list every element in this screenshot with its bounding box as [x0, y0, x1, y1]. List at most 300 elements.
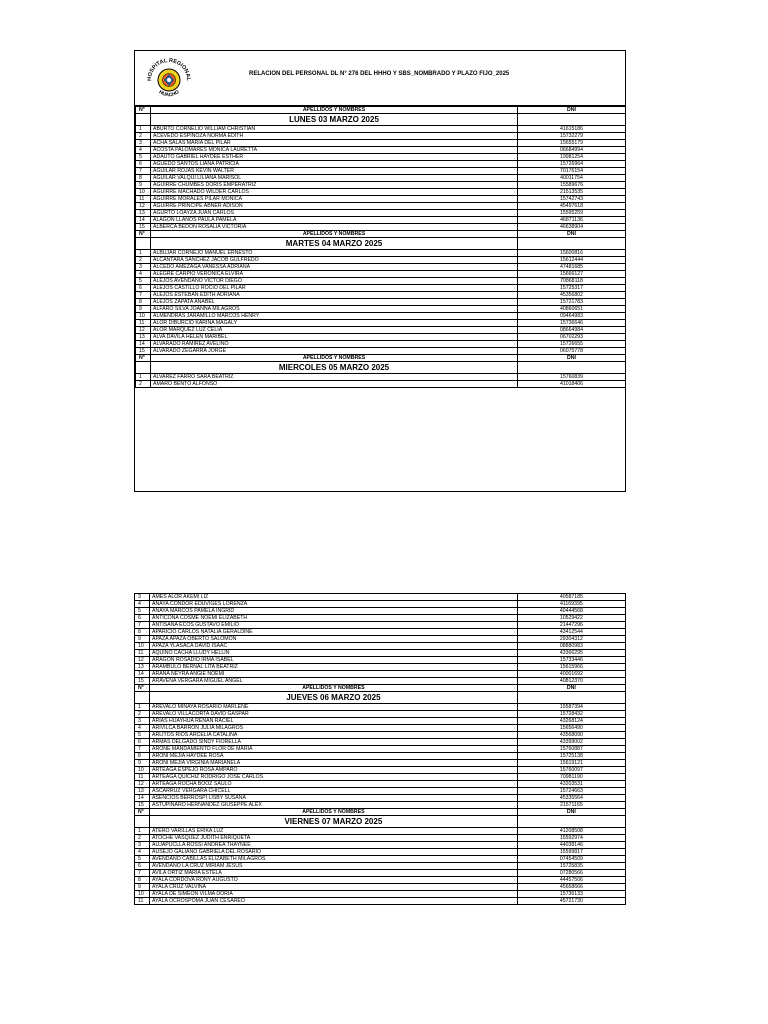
employee-dni: 07280566	[517, 870, 625, 877]
employee-name: ARIAS HUAYHUA RENAN RACIEL	[150, 718, 518, 725]
employee-dni: 45356802	[518, 292, 626, 299]
day-heading-spacer	[135, 692, 150, 704]
day-heading-row	[135, 692, 626, 704]
employee-name: ABURTO CORNELIO WILLIAM CHRISTIAN	[151, 126, 518, 133]
day-heading-row	[136, 362, 626, 374]
row-number: 9	[135, 884, 150, 891]
employee-name: AUSEJO GALIANO GABRIELA DEL ROSARIO	[150, 849, 518, 856]
employee-dni: 15666127	[518, 271, 626, 278]
employee-name: AGUIRRE CHUMBES DORIS EMPERATRIZ	[151, 182, 518, 189]
row-number: 2	[136, 257, 151, 264]
row-number: 1	[136, 374, 151, 381]
table-row	[135, 711, 626, 718]
employee-name: ANTICONA COSME NOEMI ELIZABETH	[150, 615, 518, 622]
employee-name: AVILA ORTIZ MARIA ESTELA	[150, 870, 518, 877]
table-row	[135, 863, 626, 870]
row-number: 4	[136, 271, 151, 278]
table-row	[136, 292, 626, 299]
column-header-num: N°	[136, 231, 151, 238]
row-number: 12	[135, 657, 150, 664]
employee-name: AQUINO CACHA LLUDY HELLIN	[150, 650, 518, 657]
employee-dni: 43203531	[517, 781, 625, 788]
employee-name: ARAMBULO BERNAL LITA BEATRIZ	[150, 664, 518, 671]
employee-name: AYALA OCROSPOMA JUAN CESAREO	[150, 898, 518, 905]
employee-dni: 21571165	[517, 802, 625, 809]
table-row	[135, 856, 626, 863]
day-heading-spacer	[136, 362, 151, 374]
row-number: 4	[135, 601, 150, 608]
employee-dni: 70981190	[517, 774, 625, 781]
table-row	[136, 264, 626, 271]
row-number: 15	[135, 678, 150, 685]
employee-dni: 41208508	[517, 828, 625, 835]
row-number: 2	[135, 711, 150, 718]
employee-name: ARONI MEJIA HAYDEE ROSA	[150, 753, 518, 760]
employee-dni: 46638904	[518, 224, 626, 231]
employee-name: ASCARRUZ VERGARA CHICELL	[150, 788, 518, 795]
day-heading-row	[136, 238, 626, 250]
row-number: 3	[135, 718, 150, 725]
table-row	[136, 217, 626, 224]
employee-dni: 06684994	[518, 147, 626, 154]
employee-name: ALEGRE CARPIO VERONICA ELVIRA	[151, 271, 518, 278]
employee-name: ACEVEDO ESPINOZA NORMA EDITH	[151, 133, 518, 140]
table-row	[136, 320, 626, 327]
employee-name: AGUIRRE MACHADO WILDER CARLOS	[151, 189, 518, 196]
row-number: 9	[136, 306, 151, 313]
row-number: 11	[136, 320, 151, 327]
employee-name: AGUEDO SANTOS LIANA PATRICIA	[151, 161, 518, 168]
row-number: 5	[136, 278, 151, 285]
day-heading-spacer	[518, 114, 626, 126]
employee-name: ALEJOS ESTEBAN EDITH ADRIANA	[151, 292, 518, 299]
row-number: 12	[136, 203, 151, 210]
employee-dni: 15655179	[518, 140, 626, 147]
employee-name: ARAVEÑA VERGARA MIGUEL ANGEL	[150, 678, 518, 685]
table-row	[136, 250, 626, 257]
row-number: 7	[135, 870, 150, 877]
table-row	[135, 884, 626, 891]
column-header-num: N°	[136, 355, 151, 362]
employee-dni: 43568090	[517, 732, 625, 739]
employee-dni: 15760887	[517, 746, 625, 753]
table-row	[135, 898, 626, 905]
employee-name: AGUILAR ROJAS KEVIN WALTER	[151, 168, 518, 175]
employee-name: ARANA NEYRA ANGIE NOEMI	[150, 671, 518, 678]
row-number: 13	[136, 210, 151, 217]
personnel-table-page-2	[134, 593, 626, 905]
table-row	[135, 657, 626, 664]
document-page-1	[134, 50, 626, 492]
row-number: 5	[136, 154, 151, 161]
table-row	[135, 650, 626, 657]
table-row	[136, 154, 626, 161]
row-number: 10	[136, 189, 151, 196]
employee-dni: 45668666	[517, 884, 625, 891]
employee-name: APARICIO CARLOS NATALIA GERALDINE	[150, 629, 518, 636]
employee-name: ALCANTARA SANCHEZ JACOB GULFREDO	[151, 257, 518, 264]
employee-dni: 09464983	[518, 313, 626, 320]
row-number: 8	[136, 175, 151, 182]
employee-dni: 15615966	[517, 664, 625, 671]
employee-name: ACHA SALAS MARIA DEL PILAR	[151, 140, 518, 147]
employee-name: AGURTO LOAYZA JUAN CARLOS	[151, 210, 518, 217]
table-row	[136, 348, 626, 355]
employee-name: APAZA APAZA OBERTO SALOMON	[150, 636, 518, 643]
employee-dni: 15589676	[518, 182, 626, 189]
employee-dni: 46871136	[518, 217, 626, 224]
employee-name: ALOR DIBURCIO KARINA MAGALY	[151, 320, 518, 327]
row-number: 14	[135, 795, 150, 802]
employee-dni: 06075778	[518, 348, 626, 355]
employee-name: AUJAPUCLLA ROSSI ANDREA THAYNEE	[150, 842, 518, 849]
employee-dni: 43412544	[517, 629, 625, 636]
employee-dni: 43268124	[517, 718, 625, 725]
employee-name: AMARO BENTO ALFONSO	[151, 381, 518, 388]
table-row	[135, 781, 626, 788]
column-header-name: APELLIDOS Y NOMBRES	[151, 355, 518, 362]
employee-dni: 21447296	[517, 622, 625, 629]
employee-name: AGUIRRE PRINCIPE ABNER ADISON	[151, 203, 518, 210]
employee-name: ARAGON ROSADIO IRMA ISABEL	[150, 657, 518, 664]
table-row	[136, 196, 626, 203]
table-row	[136, 341, 626, 348]
hospital-seal-logo	[143, 54, 195, 102]
row-number: 1	[136, 250, 151, 257]
employee-name: ARTEAGA ROCHA BOOZ SAULO	[150, 781, 518, 788]
employee-dni: 15599817	[517, 849, 625, 856]
table-row	[136, 161, 626, 168]
column-header-num: N°	[135, 809, 150, 816]
row-number: 4	[136, 147, 151, 154]
table-row	[136, 147, 626, 154]
employee-dni: 15725835	[517, 863, 625, 870]
table-row	[136, 278, 626, 285]
table-row	[135, 891, 626, 898]
employee-dni: 43366295	[517, 650, 625, 657]
employee-dni: 15726964	[518, 161, 626, 168]
employee-dni: 15656490	[517, 725, 625, 732]
row-number: 10	[135, 891, 150, 898]
column-header-dni: DNI	[518, 355, 626, 362]
employee-dni: 15728432	[517, 711, 625, 718]
table-row	[135, 774, 626, 781]
employee-name: AGUILAR VALQUI LILIANA MARISOL	[151, 175, 518, 182]
row-number: 11	[136, 196, 151, 203]
row-number: 10	[136, 313, 151, 320]
employee-dni: 15592974	[517, 835, 625, 842]
row-number: 8	[136, 299, 151, 306]
employee-name: ALVARADO RAMIREZ AVELINO	[151, 341, 518, 348]
employee-name: AREVALO MINAYA ROSARIO MARLENE	[150, 704, 518, 711]
row-number: 6	[135, 863, 150, 870]
employee-name: ARTEAGA ESPEJO ROSA AMPARO	[150, 767, 518, 774]
table-row	[135, 704, 626, 711]
employee-dni: 40011754	[518, 175, 626, 182]
row-number: 7	[136, 292, 151, 299]
row-number: 3	[136, 140, 151, 147]
row-number: 2	[136, 133, 151, 140]
personnel-table-page-1	[135, 106, 626, 388]
column-header-name: APELLIDOS Y NOMBRES	[150, 685, 518, 692]
employee-dni: 15595259	[518, 210, 626, 217]
employee-name: ANAYA MARCOS PAMELA INGRID	[150, 608, 518, 615]
employee-dni: 41615186	[518, 126, 626, 133]
employee-dni: 47481685	[518, 264, 626, 271]
row-number: 6	[135, 739, 150, 746]
row-number: 14	[136, 341, 151, 348]
row-number: 6	[135, 615, 150, 622]
row-number: 11	[135, 898, 150, 905]
table-row	[136, 313, 626, 320]
table-row	[136, 224, 626, 231]
row-number: 4	[135, 849, 150, 856]
table-row	[135, 615, 626, 622]
employee-dni: 29304312	[517, 636, 625, 643]
row-number: 14	[136, 217, 151, 224]
employee-name: ARIVILCA BARRON JULIA MILAGROS	[150, 725, 518, 732]
row-number: 13	[135, 664, 150, 671]
employee-name: ALBERCA BEDON ROSALIA VICTORIA	[151, 224, 518, 231]
employee-dni: 08664984	[518, 327, 626, 334]
employee-dni: 44038146	[517, 842, 625, 849]
table-row	[135, 788, 626, 795]
employee-name: ACOSTA PALOMARES MONICA LAURETTA	[151, 147, 518, 154]
table-row	[136, 374, 626, 381]
table-row	[135, 849, 626, 856]
row-number: 5	[135, 856, 150, 863]
employee-dni: 21513535	[518, 189, 626, 196]
svg-text:HUACHO: HUACHO	[157, 89, 181, 99]
table-row	[135, 870, 626, 877]
column-header-row	[135, 685, 626, 692]
employee-name: ALEJOS ZAPATA ANABEL	[151, 299, 518, 306]
table-row	[136, 299, 626, 306]
employee-dni: 15587394	[517, 704, 625, 711]
row-number: 6	[136, 285, 151, 292]
day-heading-spacer	[518, 238, 626, 250]
employee-name: AMES ALOR AKEMI LIZ	[150, 594, 518, 601]
document-header	[135, 51, 625, 106]
column-header-row	[135, 809, 626, 816]
table-row	[136, 175, 626, 182]
employee-dni: 70176154	[518, 168, 626, 175]
employee-name: ARONI MEJIA VIRGINIA MARIANELA	[150, 760, 518, 767]
employee-dni: 44457506	[517, 877, 625, 884]
row-number: 13	[135, 788, 150, 795]
employee-dni: 15600816	[518, 250, 626, 257]
employee-dni: 15721783	[518, 299, 626, 306]
employee-name: ALMENDRAS JARAMILLO MARCOS HENRY	[151, 313, 518, 320]
row-number: 3	[135, 594, 150, 601]
employee-name: ALOR MARQUEZ LUZ CELIA	[151, 327, 518, 334]
employee-dni: 15612444	[518, 257, 626, 264]
employee-dni: 15726655	[518, 341, 626, 348]
table-row	[135, 835, 626, 842]
table-row	[135, 746, 626, 753]
row-number: 12	[135, 781, 150, 788]
column-header-row	[136, 107, 626, 114]
row-number: 11	[135, 774, 150, 781]
day-heading: JUEVES 06 MARZO 2025	[150, 692, 518, 704]
employee-dni: 41169395	[517, 601, 625, 608]
employee-name: ARONE MANDAMIENTO FLOR DE MARIA	[150, 746, 518, 753]
row-number: 1	[135, 828, 150, 835]
row-number: 15	[136, 348, 151, 355]
table-row	[135, 725, 626, 732]
day-heading-spacer	[136, 238, 151, 250]
column-header-dni: DNI	[517, 685, 625, 692]
column-header-row	[136, 355, 626, 362]
table-row	[135, 767, 626, 774]
employee-dni: 19981254	[518, 154, 626, 161]
table-row	[135, 629, 626, 636]
row-number: 1	[136, 126, 151, 133]
day-heading-spacer	[518, 362, 626, 374]
employee-name: ANAYA CONDOR EDUVIGES LORENZA	[150, 601, 518, 608]
row-number: 12	[136, 327, 151, 334]
row-number: 10	[135, 767, 150, 774]
day-heading-row	[136, 114, 626, 126]
employee-dni: 43399002	[517, 739, 625, 746]
table-row	[135, 795, 626, 802]
day-heading: MIERCOLES 05 MARZO 2025	[151, 362, 518, 374]
employee-dni: 15724663	[517, 788, 625, 795]
employee-name: AYALA CORDOVA RONY AUGUSTO	[150, 877, 518, 884]
document-page-2	[134, 593, 626, 1024]
employee-name: AYALA DE SIMEON VILMA DORIA	[150, 891, 518, 898]
employee-name: ALBUJAR CORNEJO MANUEL ERNESTO	[151, 250, 518, 257]
employee-name: ALFARO SILVA JOANNA MILAGROS	[151, 306, 518, 313]
row-number: 13	[136, 334, 151, 341]
table-row	[135, 671, 626, 678]
table-row	[135, 877, 626, 884]
employee-name: ALCEDO AMEZAGA VANESSA ADRIANA	[151, 264, 518, 271]
employee-dni: 15725138	[517, 753, 625, 760]
row-number: 15	[135, 802, 150, 809]
column-header-num: N°	[135, 685, 150, 692]
employee-dni: 40812370	[517, 678, 625, 685]
employee-dni: 07454509	[517, 856, 625, 863]
row-number: 4	[135, 725, 150, 732]
column-header-num: N°	[136, 107, 151, 114]
row-number: 7	[135, 622, 150, 629]
employee-name: AVENDANO CABILLAS ELIZABETH MILAGROS	[150, 856, 518, 863]
day-heading-row	[135, 816, 626, 828]
employee-dni: 15733446	[517, 657, 625, 664]
table-row	[135, 643, 626, 650]
table-row	[135, 802, 626, 809]
row-number: 7	[135, 746, 150, 753]
employee-dni: 06702293	[518, 334, 626, 341]
table-row	[135, 594, 626, 601]
table-row	[135, 739, 626, 746]
employee-dni: 40444568	[517, 608, 625, 615]
employee-name: ALVAREZ FARRO SARA BEATRIZ	[151, 374, 518, 381]
employee-name: ATOCHE VASQUEZ JUDITH ENRIQUETA	[150, 835, 518, 842]
day-heading-spacer	[135, 816, 150, 828]
document-title: RELACION DEL PERSONAL DL N° 276 DEL HHHO Y SBS_NOMBRADO Y PLAZO FIJO_2025	[249, 71, 510, 77]
row-number: 1	[135, 704, 150, 711]
table-row	[135, 636, 626, 643]
employee-name: ANTISANA ECOS GUSTAVO EMILIO	[150, 622, 518, 629]
table-row	[136, 285, 626, 292]
employee-dni: 08880983	[517, 643, 625, 650]
table-row	[136, 182, 626, 189]
employee-dni: 70868118	[518, 278, 626, 285]
table-row	[136, 334, 626, 341]
row-number: 2	[136, 381, 151, 388]
employee-dni: 15732279	[518, 133, 626, 140]
table-row	[136, 210, 626, 217]
employee-dni: 40001692	[517, 671, 625, 678]
row-number: 11	[135, 650, 150, 657]
employee-dni: 45335564	[517, 795, 625, 802]
table-row	[135, 753, 626, 760]
table-row	[135, 678, 626, 685]
employee-dni: 40860651	[518, 306, 626, 313]
employee-name: APAZA YLASACA DAVID ISAAC	[150, 643, 518, 650]
day-heading: VIERNES 07 MARZO 2025	[150, 816, 518, 828]
row-number: 2	[135, 835, 150, 842]
row-number: 3	[136, 264, 151, 271]
row-number: 3	[135, 842, 150, 849]
employee-dni: 15619121	[517, 760, 625, 767]
employee-name: AYALA CRUZ VALVINA	[150, 884, 518, 891]
column-header-name: APELLIDOS Y NOMBRES	[151, 107, 518, 114]
employee-name: ALEJOS CASTILLO ROCIO DEL PILAR	[151, 285, 518, 292]
day-heading: LUNES 03 MARZO 2025	[151, 114, 518, 126]
employee-dni: 40587185	[517, 594, 625, 601]
table-row	[135, 732, 626, 739]
row-number: 6	[136, 161, 151, 168]
employee-name: ADAUTO GABRIEL HAYDEE ESTHER	[151, 154, 518, 161]
employee-name: ATERO VARILLAS ERIKA LUZ	[150, 828, 518, 835]
table-row	[136, 203, 626, 210]
table-row	[136, 189, 626, 196]
table-row	[135, 828, 626, 835]
employee-dni: 10529422	[517, 615, 625, 622]
column-header-dni: DNI	[517, 809, 625, 816]
day-heading: MARTES 04 MARZO 2025	[151, 238, 518, 250]
table-row	[135, 608, 626, 615]
row-number: 9	[136, 182, 151, 189]
row-number: 9	[135, 760, 150, 767]
employee-name: AVENDAÑO LA CRUZ MIRIAM JESUS	[150, 863, 518, 870]
table-row	[135, 664, 626, 671]
row-number: 7	[136, 168, 151, 175]
table-row	[136, 168, 626, 175]
day-heading-spacer	[136, 114, 151, 126]
employee-dni: 45497618	[518, 203, 626, 210]
row-number: 8	[135, 629, 150, 636]
table-row	[135, 842, 626, 849]
employee-dni: 15725317	[518, 285, 626, 292]
employee-dni: 15760097	[517, 767, 625, 774]
row-number: 10	[135, 643, 150, 650]
employee-name: ALAGON LLANOS PAULA PAMELA	[151, 217, 518, 224]
row-number: 5	[135, 608, 150, 615]
employee-name: ARTEAGA QUICHIZ RODRIGO JOSE CARLOS	[150, 774, 518, 781]
day-heading-spacer	[517, 692, 625, 704]
employee-name: ASENCIOS BERROSPI LISBY SUSANA	[150, 795, 518, 802]
table-row	[136, 381, 626, 388]
column-header-dni: DNI	[518, 231, 626, 238]
employee-dni: 15736646	[518, 320, 626, 327]
table-row	[136, 306, 626, 313]
table-row	[136, 271, 626, 278]
employee-name: AREVALO VILLACORTA DAVID GASPAR	[150, 711, 518, 718]
